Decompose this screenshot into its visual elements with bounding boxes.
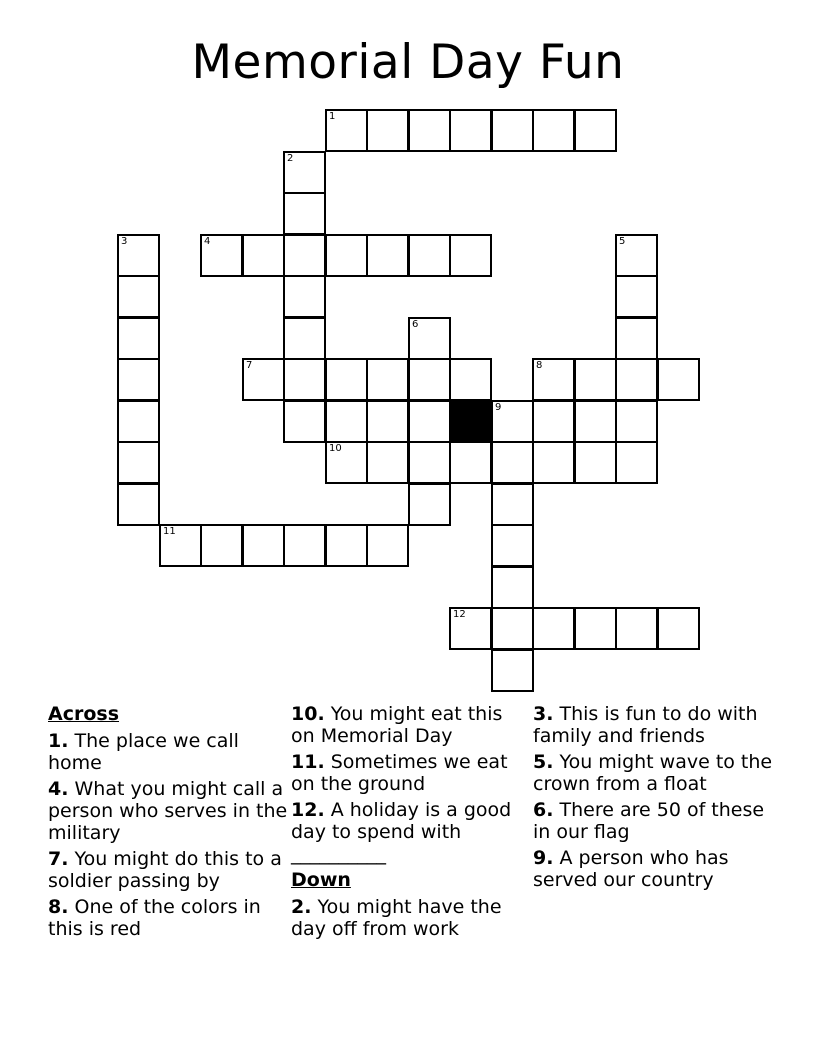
grid-cell[interactable]: [117, 358, 160, 401]
clue-across-7: [48, 848, 288, 892]
clue-text: A holiday is a good day to spend with __________: [291, 799, 512, 865]
grid-cell[interactable]: [574, 109, 617, 152]
clue-text: You might have the day off from work: [291, 896, 502, 940]
grid-cell[interactable]: [366, 109, 409, 152]
clue-number: 6.: [533, 799, 554, 821]
grid-cell[interactable]: [532, 400, 575, 443]
grid-cell[interactable]: [532, 607, 575, 650]
grid-cell[interactable]: [408, 109, 451, 152]
grid-cell[interactable]: [574, 358, 617, 401]
clue-down-9: [533, 847, 773, 891]
grid-cell[interactable]: [491, 524, 534, 567]
cell-number: 5: [619, 236, 626, 247]
clue-across-1: [48, 730, 288, 774]
clue-down-3: [533, 703, 773, 747]
grid-cell[interactable]: [491, 483, 534, 526]
grid-cell[interactable]: [408, 358, 451, 401]
grid-cell[interactable]: [366, 441, 409, 484]
cell-number: 2: [287, 153, 294, 164]
clue-number: 1.: [48, 730, 69, 752]
grid-cell[interactable]: [408, 234, 451, 277]
grid-cell-1[interactable]: [325, 109, 368, 152]
clue-number: 10.: [291, 703, 325, 725]
grid-cell[interactable]: [366, 358, 409, 401]
clue-down-2: [291, 896, 531, 940]
clue-across-11: [291, 751, 531, 795]
clue-text: You might do this to a soldier passing by: [48, 848, 282, 892]
grid-cell[interactable]: [242, 524, 285, 567]
grid-cell-3[interactable]: [117, 234, 160, 277]
clue-column-2: [291, 703, 531, 944]
clue-text: There are 50 of these in our flag: [533, 799, 765, 843]
grid-cell[interactable]: [117, 441, 160, 484]
clue-column-3: [533, 703, 773, 895]
across-heading: Across: [48, 703, 120, 725]
clue-text: This is fun to do with family and friends: [533, 703, 758, 747]
grid-cell[interactable]: [449, 109, 492, 152]
clue-down-5: [533, 751, 773, 795]
cell-number: 11: [163, 526, 176, 537]
grid-cell[interactable]: [408, 483, 451, 526]
grid-cell[interactable]: [491, 566, 534, 609]
grid-cell[interactable]: [449, 441, 492, 484]
clue-number: 4.: [48, 778, 69, 800]
grid-cell[interactable]: [366, 234, 409, 277]
grid-cell-11[interactable]: [159, 524, 202, 567]
grid-cell[interactable]: [366, 400, 409, 443]
clue-text: Sometimes we eat on the ground: [291, 751, 508, 795]
grid-cell[interactable]: [657, 607, 700, 650]
clue-number: 5.: [533, 751, 554, 773]
clue-text: The place we call home: [48, 730, 239, 774]
grid-cell[interactable]: [532, 441, 575, 484]
grid-block: [449, 400, 492, 443]
clue-across-8: [48, 896, 288, 940]
clue-down-6: [533, 799, 773, 843]
grid-cell[interactable]: [615, 607, 658, 650]
grid-cell[interactable]: [615, 275, 658, 318]
cell-number: 7: [246, 360, 253, 371]
grid-cell-7[interactable]: [242, 358, 285, 401]
grid-cell[interactable]: [408, 400, 451, 443]
grid-cell[interactable]: [283, 317, 326, 360]
grid-cell-2[interactable]: [283, 151, 326, 194]
grid-cell[interactable]: [117, 400, 160, 443]
clue-text: You might eat this on Memorial Day: [291, 703, 503, 747]
grid-cell[interactable]: [325, 400, 368, 443]
clue-text: A person who has served our country: [533, 847, 729, 891]
clue-across-12: [291, 799, 531, 865]
grid-cell-10[interactable]: [325, 441, 368, 484]
grid-cell[interactable]: [449, 234, 492, 277]
cell-number: 1: [329, 111, 336, 122]
grid-cell[interactable]: [408, 441, 451, 484]
grid-cell[interactable]: [117, 275, 160, 318]
grid-cell[interactable]: [366, 524, 409, 567]
clue-number: 3.: [533, 703, 554, 725]
cell-number: 4: [204, 236, 211, 247]
clue-number: 7.: [48, 848, 69, 870]
grid-cell[interactable]: [491, 109, 534, 152]
grid-cell[interactable]: [449, 358, 492, 401]
cell-number: 3: [121, 236, 128, 247]
grid-cell[interactable]: [615, 441, 658, 484]
clue-column-1: [48, 703, 288, 944]
grid-cell[interactable]: [615, 358, 658, 401]
cell-number: 6: [412, 319, 419, 330]
down-heading: Down: [291, 869, 351, 891]
clue-number: 12.: [291, 799, 325, 821]
grid-cell[interactable]: [574, 441, 617, 484]
grid-cell[interactable]: [117, 317, 160, 360]
grid-cell[interactable]: [325, 524, 368, 567]
grid-cell[interactable]: [200, 524, 243, 567]
clue-number: 9.: [533, 847, 554, 869]
grid-cell[interactable]: [657, 358, 700, 401]
grid-cell[interactable]: [283, 234, 326, 277]
grid-cell[interactable]: [283, 358, 326, 401]
grid-cell[interactable]: [491, 607, 534, 650]
grid-cell[interactable]: [242, 234, 285, 277]
grid-cell-9[interactable]: [491, 400, 534, 443]
grid-cell[interactable]: [574, 607, 617, 650]
page-title: Memorial Day Fun: [191, 35, 625, 90]
grid-cell[interactable]: [615, 317, 658, 360]
clue-text: One of the colors in this is red: [48, 896, 261, 940]
cell-number: 12: [453, 609, 466, 620]
grid-cell[interactable]: [283, 400, 326, 443]
grid-cell[interactable]: [325, 358, 368, 401]
clue-text: What you might call a person who serves in the military: [48, 778, 288, 844]
clue-number: 11.: [291, 751, 325, 773]
grid-cell-6[interactable]: [408, 317, 451, 360]
clue-across-4: [48, 778, 288, 844]
cell-number: 8: [536, 360, 543, 371]
grid-cell[interactable]: [574, 400, 617, 443]
grid-cell[interactable]: [117, 483, 160, 526]
grid-cell[interactable]: [283, 192, 326, 235]
grid-cell-4[interactable]: [200, 234, 243, 277]
grid-cell[interactable]: [532, 109, 575, 152]
clue-number: 2.: [291, 896, 312, 918]
grid-cell-5[interactable]: [615, 234, 658, 277]
cell-number: 10: [329, 443, 342, 454]
grid-cell[interactable]: [283, 275, 326, 318]
grid-cell[interactable]: [491, 649, 534, 692]
clue-text: You might wave to the crown from a float: [533, 751, 773, 795]
grid-cell[interactable]: [615, 400, 658, 443]
grid-cell[interactable]: [491, 441, 534, 484]
cell-number: 9: [495, 402, 502, 413]
clue-across-10: [291, 703, 531, 747]
grid-cell[interactable]: [283, 524, 326, 567]
grid-cell[interactable]: [325, 234, 368, 277]
grid-cell-12[interactable]: [449, 607, 492, 650]
grid-cell-8[interactable]: [532, 358, 575, 401]
clue-number: 8.: [48, 896, 69, 918]
